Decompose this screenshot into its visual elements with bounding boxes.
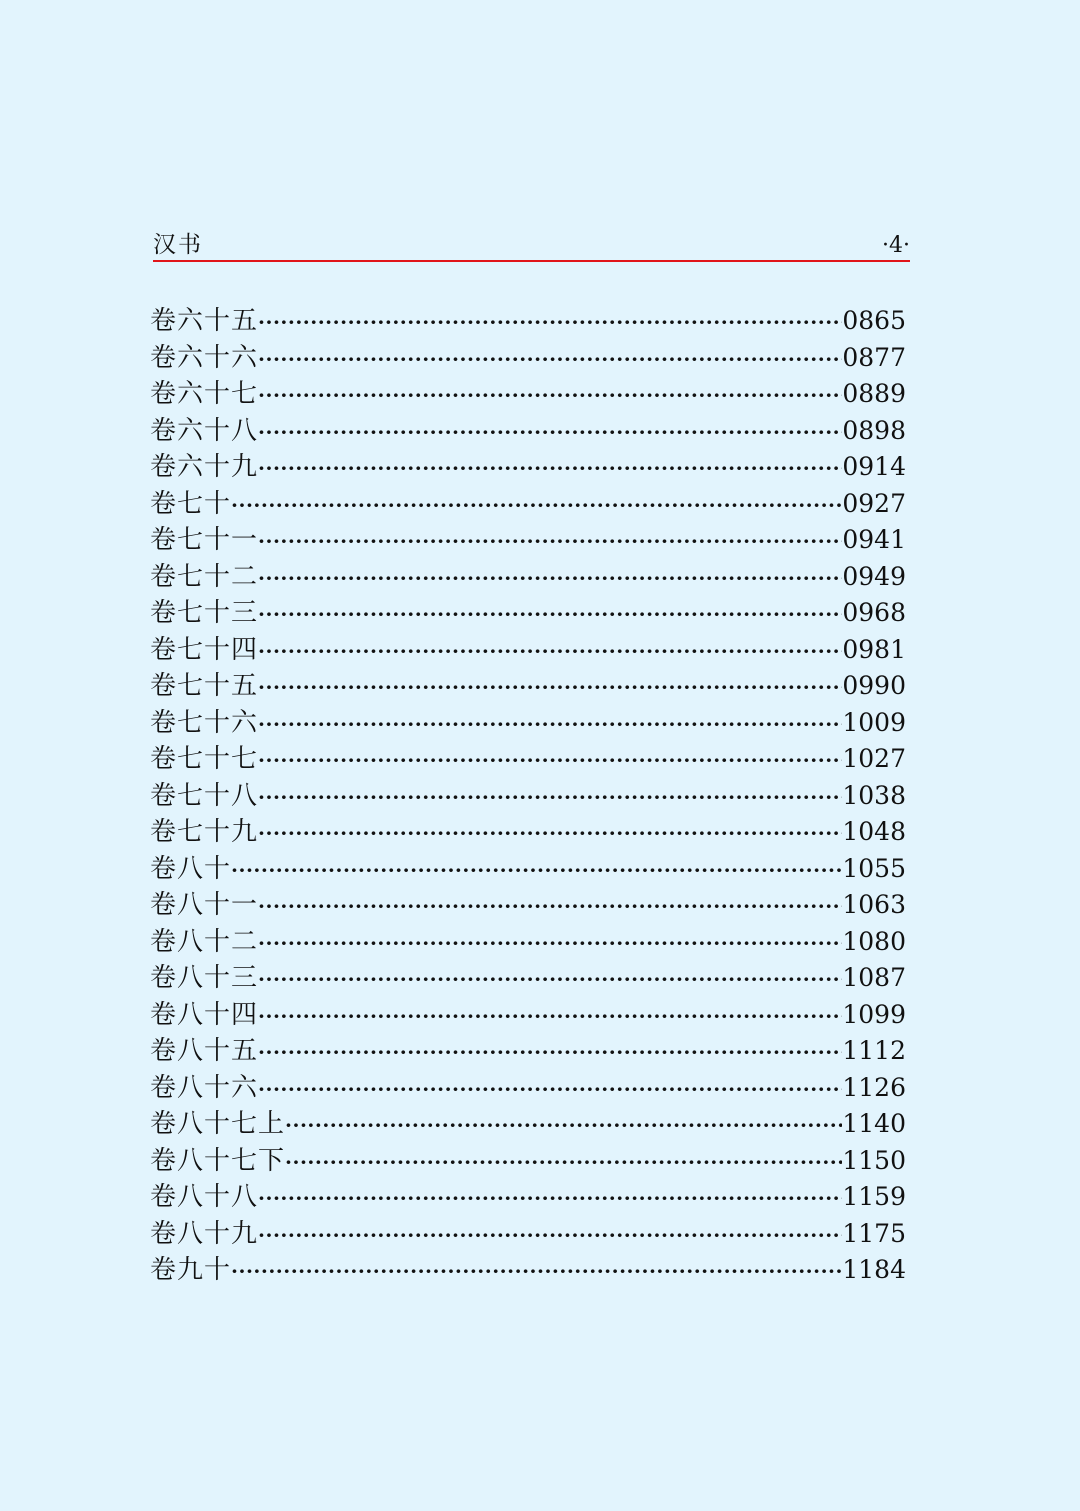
toc-entry-label: 卷八十二 xyxy=(150,926,259,957)
toc-entry-label: 卷七十 xyxy=(150,488,232,519)
toc-leader-dots xyxy=(258,925,842,962)
toc-leader-dots xyxy=(258,414,842,451)
toc-entry-page: 1150 xyxy=(842,1145,906,1175)
toc-entry-label: 卷八十七上 xyxy=(150,1109,286,1139)
toc-entry-page: 1063 xyxy=(842,890,906,919)
toc-entry[interactable] xyxy=(150,595,906,632)
toc-leader-dots xyxy=(258,341,842,378)
toc-entry-label: 卷七十九 xyxy=(150,817,259,847)
toc-entry-page: 1175 xyxy=(842,1218,906,1248)
toc-entry-page: 0889 xyxy=(842,379,906,408)
toc-entry-page: 0927 xyxy=(842,488,906,518)
toc-entry-page: 0941 xyxy=(842,525,906,554)
toc-entry-page: 1184 xyxy=(842,1255,906,1284)
toc-entry-label: 卷六十五 xyxy=(150,306,259,336)
toc-entry[interactable] xyxy=(150,449,906,486)
toc-leader-dots xyxy=(258,1180,842,1217)
toc-entry-page: 1099 xyxy=(842,999,906,1029)
toc-entry[interactable] xyxy=(150,1070,906,1107)
toc-leader-dots xyxy=(258,706,842,743)
toc-entry-page: 1087 xyxy=(842,963,906,992)
toc-entry[interactable] xyxy=(150,705,906,742)
toc-entry[interactable] xyxy=(150,413,906,450)
toc-leader-dots xyxy=(258,304,842,341)
toc-entry[interactable] xyxy=(150,1179,906,1216)
header-rule xyxy=(153,260,910,262)
toc-entry-page: 1009 xyxy=(842,707,906,737)
toc-leader-dots xyxy=(258,560,842,597)
toc-entry[interactable] xyxy=(150,486,906,523)
toc-entry[interactable] xyxy=(150,1252,906,1289)
toc-entry[interactable] xyxy=(150,960,906,997)
toc-entry-page: 0898 xyxy=(842,415,906,445)
toc-entry-label: 卷六十九 xyxy=(150,452,259,482)
toc-entry-label: 卷八十一 xyxy=(150,890,259,920)
toc-entry-label: 卷七十四 xyxy=(150,634,259,665)
book-title: 汉书 xyxy=(153,232,203,258)
toc-entry-label: 卷八十九 xyxy=(150,1218,259,1249)
page-number: ·4· xyxy=(882,233,910,258)
toc-entry-label: 卷七十三 xyxy=(150,598,259,628)
toc-entry-page: 1112 xyxy=(842,1036,906,1065)
toc-entry[interactable] xyxy=(150,741,906,778)
toc-leader-dots xyxy=(258,1217,842,1254)
toc-entry-page: 1159 xyxy=(842,1182,906,1211)
toc-entry[interactable] xyxy=(150,1216,906,1253)
toc-entry-label: 卷七十六 xyxy=(150,707,259,738)
toc-entry[interactable] xyxy=(150,997,906,1034)
toc-entry[interactable] xyxy=(150,522,906,559)
toc-leader-dots xyxy=(258,377,842,414)
toc-entry[interactable] xyxy=(150,1106,906,1143)
toc-entry-page: 1027 xyxy=(842,744,906,773)
toc-entry[interactable] xyxy=(150,632,906,669)
toc-entry-page: 0914 xyxy=(842,452,906,481)
table-of-contents xyxy=(150,303,906,1289)
toc-entry[interactable] xyxy=(150,851,906,888)
toc-entry-label: 卷八十六 xyxy=(150,1072,259,1103)
toc-leader-dots xyxy=(258,450,842,487)
toc-entry-label: 卷八十 xyxy=(150,853,232,884)
toc-entry[interactable] xyxy=(150,376,906,413)
toc-leader-dots xyxy=(258,815,842,852)
toc-entry-page: 0968 xyxy=(842,598,906,627)
toc-leader-dots xyxy=(258,669,842,706)
toc-leader-dots xyxy=(231,1253,842,1290)
toc-entry-label: 卷七十二 xyxy=(150,561,259,592)
toc-entry-page: 1038 xyxy=(842,780,906,810)
toc-leader-dots xyxy=(258,596,842,633)
toc-leader-dots xyxy=(258,998,842,1035)
toc-leader-dots xyxy=(258,742,842,779)
toc-entry[interactable] xyxy=(150,1033,906,1070)
toc-entry[interactable] xyxy=(150,668,906,705)
toc-entry-label: 卷六十八 xyxy=(150,415,259,446)
toc-entry-page: 1126 xyxy=(842,1072,906,1102)
toc-entry-label: 卷八十五 xyxy=(150,1036,259,1066)
toc-leader-dots xyxy=(231,487,842,524)
toc-leader-dots xyxy=(258,1071,842,1108)
toc-entry[interactable] xyxy=(150,814,906,851)
toc-entry-label: 卷七十七 xyxy=(150,744,259,774)
toc-entry-page: 0981 xyxy=(842,634,906,664)
toc-entry-page: 1140 xyxy=(842,1109,906,1138)
toc-entry-label: 卷六十六 xyxy=(150,342,259,373)
toc-entry-label: 卷七十五 xyxy=(150,671,259,701)
toc-leader-dots xyxy=(258,1034,842,1071)
toc-entry-label: 卷八十七下 xyxy=(150,1145,286,1176)
toc-leader-dots xyxy=(258,961,842,998)
toc-entry-page: 0990 xyxy=(842,671,906,700)
toc-leader-dots xyxy=(258,633,842,670)
toc-entry[interactable] xyxy=(150,340,906,377)
toc-entry-page: 1048 xyxy=(842,817,906,846)
toc-entry-page: 0877 xyxy=(842,342,906,372)
toc-entry-page: 1055 xyxy=(842,853,906,883)
toc-entry-label: 卷八十八 xyxy=(150,1182,259,1212)
toc-leader-dots xyxy=(285,1144,842,1181)
toc-entry-label: 卷七十一 xyxy=(150,525,259,555)
page-header xyxy=(153,228,910,264)
toc-leader-dots xyxy=(258,888,842,925)
toc-entry[interactable] xyxy=(150,887,906,924)
toc-leader-dots xyxy=(231,852,842,889)
toc-leader-dots xyxy=(258,523,842,560)
toc-entry-label: 卷八十三 xyxy=(150,963,259,993)
toc-entry-label: 卷八十四 xyxy=(150,999,259,1030)
toc-leader-dots xyxy=(285,1107,842,1144)
toc-entry-page: 0865 xyxy=(842,306,906,335)
toc-entry-page: 0949 xyxy=(842,561,906,591)
toc-entry-label: 卷七十八 xyxy=(150,780,259,811)
toc-entry[interactable] xyxy=(150,303,906,340)
toc-entry[interactable] xyxy=(150,1143,906,1180)
toc-entry-label: 卷九十 xyxy=(150,1255,232,1285)
toc-entry[interactable] xyxy=(150,778,906,815)
toc-leader-dots xyxy=(258,779,842,816)
toc-entry-page: 1080 xyxy=(842,926,906,956)
toc-entry-label: 卷六十七 xyxy=(150,379,259,409)
toc-entry[interactable] xyxy=(150,559,906,596)
toc-entry[interactable] xyxy=(150,924,906,961)
